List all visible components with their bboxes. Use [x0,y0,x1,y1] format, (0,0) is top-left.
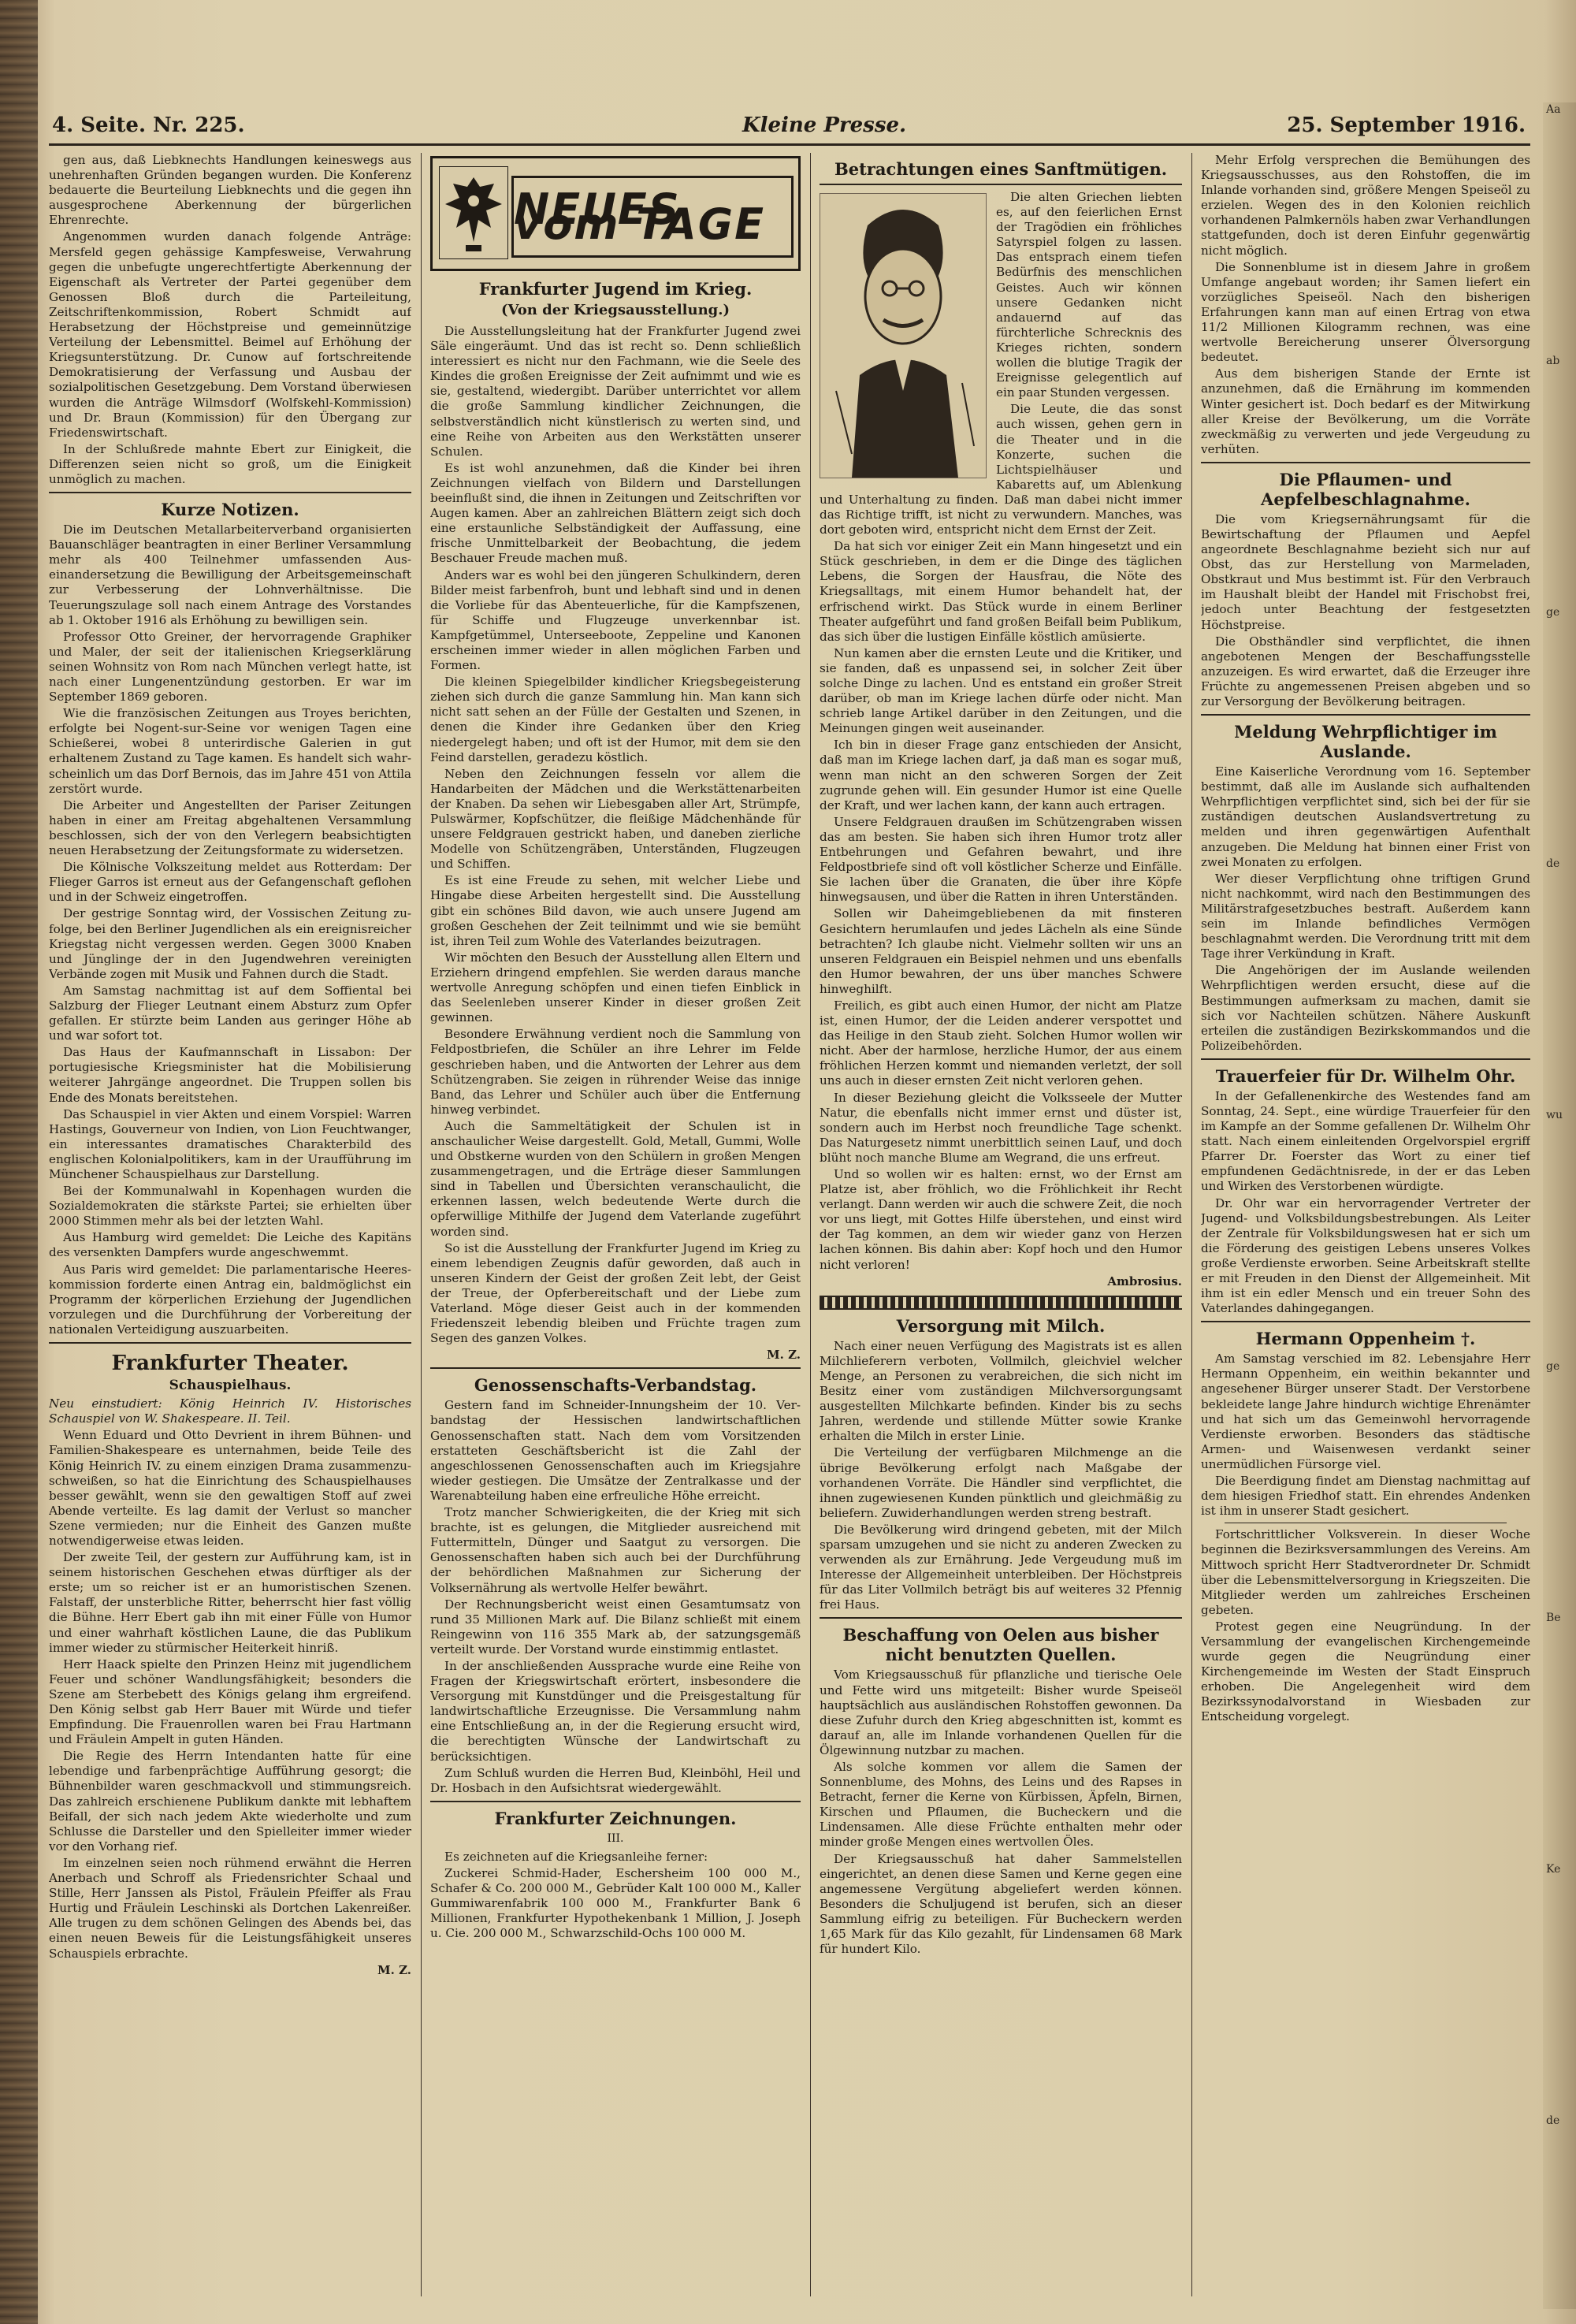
conscripts-abroad-text [1201,764,1530,1054]
next-page-fragment: Aa [1546,103,1561,116]
oils-text [820,1668,1182,1957]
article-paragraph: Die Beerdigung findet am Dienstag nachmittag auf dem hiesigen Friedhof statt. Ein ehrendes Andenken ist ihm in unserer Stadt gesichert. [1201,1474,1530,1519]
subscriptions-number: III. [607,1831,624,1845]
article-paragraph: Die vom Kriegsernährungsamt für die Bewirtschaftung der Pflaumen und Aepfel angeordnete Beschlagnahme bezieht sich nur auf Obst, das zur Herstellung von Marmeladen, Obstkraut und Mus bestimmt ist. Für den Verbrauch im Haushalt bleibt der Handel mit Frischobst frei, jedoch unter Beachtung der festgesetzten Höchstpreise. [1201,511,1530,632]
column-separator [421,153,422,2296]
club-notices-text [1201,1527,1530,1724]
notice-paragraph: Protest gegen eine Neugründung. In der Versammlung der evangelischen Kirchengemeinde wurde gegen die Neugründung einer Kirchengemeinde im Westen der Stadt Einspruch erhoben. Die Angelegenheit wird dem Bezirkssynodalvorstand in Wiesbaden zur Entscheidung vorgelegt. [1201,1619,1530,1724]
article-paragraph: Die Sonnenblume ist in diesem Jahre in großem Umfange angebaut worden; ihr Samen liefert ein vorzügliches Speiseöl. Nach den bisherigen Erfahrungen kann man auf einen Ertrag von etwa 11/2 Millionen Kilogramm rechnen, was eine wertvolle Bereicherung unserer Ölversorgung bedeutet. [1201,259,1530,365]
theater-play-line: Neu einstudiert: König Heinrich IV. Historisches Schauspiel von W. Shakespeare. II. Teil. [49,1396,411,1426]
author-portrait-illustration [820,193,987,478]
news-note-paragraph: Die im Deutschen Metallarbeiterverband organisierten Bauanschläger beantragten in einer Berliner Versammlung mehr als 400 Teilnehmer umfassenden Auseinandersetzung die Bewilligung der Arbeitsgemeinschaft zur Verbesserung der Lohnverhältnisse. Die Teuerungszulage soll nach einem Antrage des Vorstandes ab 1. Oktober 1916 als Erhöhung zu bewilligen sein. [49,522,411,627]
news-note-paragraph: Das Schauspiel in vier Akten und einem Vorspiel: Warren Hastings, Gouverneur von Indien, von Lion Feuchtwanger, ein interessantes dramatisches Charakterbild des englischen Kolonialpolitikers, kam in der Uraufführung im Münchener Schauspielhaus zur Darstellung. [49,1106,411,1181]
conscripts-abroad-heading: Meldung Wehrpflichtiger im Auslande. [1234,722,1497,762]
milk-supply-heading: Versorgung mit Milch. [896,1315,1106,1336]
article-paragraph: Die Verteilung der verfügbaren Milchmenge an die übrige Bevölkerung erfolgt nach Maßgabe der vorhandenen Vorräte. Die Händler sind verpflichtet, die ihnen zugewiesenen Kunden pünktlich und gleichmäßig zu beliefern. Zuwiderhandlungen werden streng bestraft. [820,1445,1182,1520]
divider [1201,1058,1530,1060]
theater-review-text [49,1428,411,1961]
article-paragraph: Angenommen wurden danach folgende Anträge: Mersfeld gegen gehässige Kampfesweise, Verwahrung gegen die unbefugte ungerechtfertigte Aberkennung der Eigenschaft als Vertreter der Partei gegenüber dem Genossen Bloß durch die Parteileitung, Zeitschriftenkommission, Robert Schmidt auf Herabsetzung der Höchstpreise und gemeinnützige Verteilung der Lebensmittel. Beimel auf Erhöhung der Kriegsunterstützung. Dr. Cunow auf fortschreitende Demokratisierung der Verfassung und Ausbau der sozialpolitischen Gesetzgebung. Dem Vorstand überwiesen wurden die Anträge Wilmsdorf (Wolfskehl-Kommission) und Dr. Braun (Kommission) für den Übergang zur Friedenswirtschaft. [49,229,411,440]
party-conference-text [49,153,411,487]
article-paragraph: Vom Kriegsausschuß für pflanzliche und tierische Oele und Fette wird uns mitgeteilt: Bisher wurde Speiseöl hauptsächlich aus ausländischen Rohstoffen gewonnen. Da diese Zufuhr durch den Krieg abgeschnitten ist, kommt es darauf an, alle im Inlande vorhandenen Quellen für die Ölgewinnung nutzbar zu machen. [820,1668,1182,1757]
divider [1201,714,1530,716]
subscriptions-heading: Frankfurter Zeichnungen. [494,1808,737,1828]
article-paragraph: Freilich, es gibt auch einen Humor, der nicht am Platze ist, einen Humor, der die Leiden anderer verspottet und das Heilige in den Staub zieht. Solchen Humor wollen wir nicht. Aber der harmlose, herzliche Humor, der aus einem fröhlichen Herzen kommt und niemanden verletzt, der soll uns auch in dieser ernsten Zeit nicht verloren gehen. [820,998,1182,1088]
article-paragraph: Die Obsthändler sind verpflichtet, die ihnen angebotenen Mengen der Beschaffungsstelle anzuzeigen. Es wird erwartet, daß die Erzeuger ihre Früchte zu angemessenen Preisen abgeben und so zur Versorgung der Bevölkerung beitragen. [1201,634,1530,708]
article-paragraph: Anders war es wohl bei den jüngeren Schulkindern, deren Bilder meist farbenfroh, bunt und lebhaft sind und in denen die Vorliebe für das Abenteuerliche, für die Kampfszenen, für Schiffe und Flugzeuge unverkennbar ist. Kampfgetümmel, Unterseeboote, Zeppeline und Kanonen erscheinen immer wieder in allen möglichen Farben und Formen. [430,567,801,673]
eagle-emblem-icon [439,166,508,259]
review-paragraph: Im einzelnen seien noch rühmend erwähnt die Herren Anerbach und Schroff als Friedensrichter Schaal und Stille, Herr Janssen als Pistol, Fräulein Pfeiffer als Frau Hurtig und Fräulein Leschinski als Dortchen Lakenreißer. Alle trugen zu dem schönen Gelingen des Abends bei, das einen neuen Beweis für die Leistungsfähigkeit unseres Schauspiels erbrachte. [49,1855,411,1961]
column-separator [810,153,811,2296]
page-header [49,109,1530,143]
header-date: 25. September 1916. [1287,113,1526,137]
article-paragraph: Es ist eine Freude zu sehen, mit welcher Liebe und Hingabe diese Arbeiten hergestellt sind. Die Ausstellung gibt ein schönes Bild davon, wie auch unsere Jugend am großen Geschehen der Zeit teilnimmt und wie sie bemüht ist, ihren Teil zum Wohle des Vaterlandes beizutragen. [430,873,801,948]
article-paragraph: Die Ausstellungsleitung hat der Frankfurter Jugend zwei Säle eingeräumt. Und das ist recht so. Denn schließlich interessiert es nicht nur den Fachmann, wie die Seele des Kindes die großen Ereignisse der Zeit aufnimmt und wie es sie, gestaltend, wiedergibt. Darüber unterrichtet vor allem die große Sammlung kindlicher Zeichnungen, die selbstverständlich nicht künstlerisch zu werten sind, und eine Reihe von Arbeiten aus den Werkstätten unserer Schulen. [430,324,801,459]
next-page-fragment: ab [1546,355,1560,367]
article-paragraph: Der Kriegsausschuß hat daher Sammelstellen eingerichtet, an denen diese Samen und Kerne gegen eine angemessene Vergütung abgeliefert werden können. Besonders die Schuljugend ist berufen, sich an dieser Sammlung eifrig zu beteiligen. Für Bucheckern werden 1,65 Mark für das Kilo gezahlt, für Lindensamen 68 Mark für hundert Kilo. [820,1851,1182,1957]
divider [430,1367,801,1369]
masthead-title: NEUES vom TAGE [511,176,794,258]
short-notes-text [49,522,411,1337]
column-separator [1191,153,1192,2296]
divider [49,492,411,493]
cooperative-text [430,1398,801,1795]
article-paragraph: Der Rechnungsbericht weist einen Gesamtumsatz von rund 35 Millionen Mark auf. Die Bilanz schließt mit einem Reingewinn von 116 355 Mark ab, der satzungsgemäß verteilt wurde. Der Vorstand wurde einstimmig entlastet. [430,1597,801,1657]
article-paragraph: Die Angehörigen der im Auslande weilenden Wehrpflichtigen werden ersucht, diese auf die Bestimmungen aufmerksam zu machen, damit sie sich vor Nachteilen schützen. Nähere Auskunft erteilen die zuständigen Bezirkskommandos und die Polizeibehörden. [1201,963,1530,1053]
article-paragraph: Sollen wir Daheimgebliebenen da mit finsteren Gesichtern herumlaufen und jedes Lächeln als eine Sünde betrachten? Ich glaube nicht. Vielmehr sollten wir uns an unseren Feldgrauen ein Beispiel nehmen und uns ebenfalls den Humor bewahren, der uns über manches Schwere hinweghilft. [820,906,1182,996]
article-paragraph: Auch die Sammeltätigkeit der Schulen ist in anschaulicher Weise dargestellt. Gold, Metall, Gummi, Wolle und Obstkerne wurden von den Schülern in großen Mengen zusammengetragen, und die Erträge dieser Sammlungen sind in Tabellen und Übersichten veranschaulicht, die erkennen lassen, welch bedeutende Werte durch die opferwillige Mithilfe der Jugend dem Vaterlande zugeführt worden sind. [430,1118,801,1239]
article-paragraph: Die alten Griechen liebten es, auf den feierlichen Ernst der Tragödien ein fröhliches Satyrspiel folgen zu lassen. Das entsprach einem tiefen Bedürfnis des menschlichen Geistes. Auch wir können unsere Gedanken nicht andauernd auf das fürchterliche Schrecknis des Krieges richten, sondern wollen die blutige Tragik der Ereignisse gelegentlich auf ein paar Stunden vergessen. [996,190,1182,400]
column-3 [820,153,1182,2304]
column-4 [1201,153,1530,2304]
obituary-text [1201,1352,1530,1519]
header-page-number: 4. Seite. Nr. 225. [52,113,245,137]
column-2 [430,153,801,2304]
news-note-paragraph: Der gestrige Sonntag wird, der Vossischen Zeitung zufolge, bei den Berliner Jugendlichen als ein ereignisreicher Kriegstag nicht vergessen werden. Gegen 3000 Knaben und Jünglinge der in den Jugendwehren vereinigten Verbände zogen mit Musik und Fahnen durch die Stadt. [49,906,411,981]
article-paragraph: Da hat sich vor einiger Zeit ein Mann hingesetzt und ein Stück geschrieben, in dem er die Dinge des täglichen Lebens, die Sorgen der Hausfrau, die Nöte des Kriegsalltags, mit einem Humor behandelt hat, der erfrischend wirkt. Das Stück wurde in einem Berliner Theater aufgeführt und fand großen Beifall beim Publikum, das sich über die lustigen Einfälle köstlich amüsierte. [820,539,1182,644]
newspaper-page [49,109,1530,2307]
next-page-edge [1543,102,1576,2309]
news-note-paragraph: Die Arbeiter und Angestellten der Pariser Zeitungen haben in einer am Freitag abgehaltenen Versammlung beschlossen, sich der von den Verlegern beabsichtigten neuen Herabsetzung der Zeitungsformate zu widersetzen. [49,798,411,858]
article-paragraph: Die Bevölkerung wird dringend gebeten, mit der Milch sparsam umzugehen und sie nicht zu anderen Zwecken zu verwenden als zur Ernährung. Jede Vergeudung muß im Interesse der Allgemeinheit unterbleiben. Der Höchstpreis für das Liter Vollmilch beträgt bis auf weiteres 32 Pfennig frei Haus. [820,1522,1182,1612]
oil-continuation-text [1201,153,1530,457]
obituary-heading: Hermann Oppenheim †. [1255,1329,1476,1349]
article-paragraph: In der Gefallenenkirche des Westendes fand am Sonntag, 24. Sept., eine würdige Trauerfeier für den im Kampfe an der Somme gefallenen Dr. Wilhelm Ohr statt. Nach einem einleitenden Orgelvorspiel ergriff Pfarrer Dr. Foerster das Wort zu einer tief empfundenen Gedächtnisrede, in der er das Leben und Wirken des Verstorbenen würdigte. [1201,1088,1530,1194]
article-paragraph: Am Samstag verschied im 82. Lebensjahre Herr Hermann Oppenheim, ein weithin bekannter und angesehener Bürger unserer Stadt. Der Verstorbene bekleidete lange Jahre hindurch wichtige Ehrenämter und hat sich um das Gemeinwohl hervorragende Verdienste erworben. Besonders das städtische Armen- und Waisenwesen verdankt seiner unermüdlichen Fürsorge viel. [1201,1352,1530,1471]
divider [430,1801,801,1802]
article-paragraph: Wir möchten den Besuch der Ausstellung allen Eltern und Erziehern dringend empfehlen. Sie werden daraus manche wertvolle Anregung schöpfen und einen tiefen Einblick in das Seelenleben unserer Kinder in dieser großen Zeit gewinnen. [430,950,801,1025]
next-page-fragment: de [1546,2114,1560,2127]
header-rule [49,143,1530,146]
theater-subheading: Schauspielhaus. [169,1378,292,1394]
article-paragraph: Dr. Ohr war ein hervorragender Vertreter der Jugend- und Volksbildungsbestrebungen. Als Leiter der Zentrale für Volksbildungswesen hat er sich um die Förderung des geistigen Lebens unseres Volkes große Verdienste erworben. Seine Arbeitskraft stellte er mit Freuden in den Dienst der Allgemeinheit. Mit ihm ist ein edler Mensch und ein treuer Sohn des Vaterlandes dahingegangen. [1201,1195,1530,1316]
article-paragraph: gen aus, daß Liebknechts Handlungen keineswegs aus unehrenhaften Gründen begangen wurden. Die Konferenz bedauerte die Beurteilung Liebknechts und die gegen ihn ausgesprochene Aberkennung der bürgerlichen Ehrenrechte. [49,153,411,228]
divider [49,1342,411,1344]
news-note-paragraph: Professor Otto Greiner, der hervorragende Graphiker und Maler, der seit der italienischen Kriegserklärung seinen Wohnsitz von Rom nach München verlegt hatte, ist nach einer Lungenentzündung gestorben. Er war im September 1869 geboren. [49,629,411,705]
article-paragraph: Nun kamen aber die ernsten Leute und die Kritiker, und sie fanden, daß es unpassend sei, in solcher Zeit über solche Dinge zu lachen. Und es entstand ein großer Streit darüber, ob man im Kriege lachen dürfe oder nicht. Man schrieb lange Artikel darüber in den Zeitungen, und die Meinungen gingen weit auseinander. [820,645,1182,736]
neues-vom-tage-masthead [430,156,801,271]
article-paragraph: In der anschließenden Aussprache wurde eine Reihe von Fragen der Kriegswirtschaft erörtert, insbesondere die Versorgung mit Kunstdünger und die Preisgestaltung für landwirtschaftliche Erzeugnisse. Die Versammlung nahm eine Entschließung an, in der die Regierung ersucht wird, die berechtigten Wünsche der Landwirtschaft zu berücksichtigen. [430,1658,801,1764]
news-note-paragraph: Die Kölnische Volkszeitung meldet aus Rotterdam: Der Flieger Garros ist erneut aus der Gefangenschaft geflohen und in der Schweiz eingetroffen. [49,860,411,905]
milk-supply-text [820,1339,1182,1613]
article-paragraph: Wer dieser Verpflichtung ohne triftigen Grund nicht nachkommt, wird nach den Bestimmungen des Militärstrafgesetzbuches bestraft. Außerdem kann sein im Inlande befindliches Vermögen beschlagnahmt werden. Die Verordnung tritt mit dem Tage ihrer Verkündung in Kraft. [1201,871,1530,961]
meditations-heading: Betrachtungen eines Sanftmütigen. [834,159,1168,179]
news-note-paragraph: Am Samstag nachmittag ist auf dem Soffiental bei Salzburg der Flieger Leutnant einem Absturz zum Opfer gefallen. Er stürzte beim Landen aus geringer Höhe ab und war sofort tot. [49,983,411,1043]
header-newspaper-name: Kleine Presse. [742,113,907,137]
notice-paragraph: Fortschrittlicher Volksverein. In dieser Woche beginnen die Bezirksversammlungen des Vereins. Am Mittwoch spricht Herr Stadtverordneter Dr. Schmidt über die Lebensmittelversorgung in Kriegszeiten. Die Mitglieder werden um zahlreiches Erscheinen gebeten. [1201,1527,1530,1617]
article-paragraph: Neben den Zeichnungen fesseln vor allem die Handarbeiten der Mädchen und die Werkstättenarbeiten der Knaben. Da sehen wir Liebesgaben aller Art, Strümpfe, Pulswärmer, Kopfschützer, die fleißige Mädchenhände für unsere Feldgrauen gestrickt haben, und daneben zierliche Modelle von Schützengräben, Unterständen, Flugzeugen und Schiffen. [430,766,801,872]
next-page-fragment: Be [1546,1612,1561,1624]
article-paragraph: Ich bin in dieser Frage ganz entschieden der Ansicht, daß man im Kriege lachen darf, ja daß man es sogar muß, wenn man nicht an den schweren Sorgen der Zeit zugrunde gehen will. Ein gesunder Humor ist eine Quelle der Kraft, und wer lachen kann, der kann auch ertragen. [820,738,1182,812]
divider [1201,1321,1530,1322]
news-note-paragraph: Wie die französischen Zeitungen aus Troyes berichten, erfolgte bei Nogent-sur-Seine vor wenigen Tagen eine Schießerei, wobei 8 unterirdische Galerien in gut erhaltenem Zustand zu Tage kamen. Es handelt sich wahrscheinlich um das Dorf Bernois, das im Jahre 451 von Attila zerstört wurde. [49,706,411,796]
theater-heading: Frankfurter Theater. [111,1352,349,1376]
article-paragraph: Aus dem bisherigen Stande der Ernte ist anzunehmen, daß die Ernährung im kommenden Winter gesichert ist. Doch bedarf es der Mitwirkung aller Kreise der Bevölkerung, um die Vorräte zweckmäßig zu verwerten und jede Vergeudung zu verhüten. [1201,366,1530,456]
divider [820,1617,1182,1619]
book-binding [0,0,38,2324]
ornamental-divider [820,1296,1182,1310]
next-page-fragment: ge [1546,1360,1560,1373]
news-note-paragraph: Bei der Kommunalwahl in Kopenhagen wurden die Sozialdemokraten die stärkste Partei; sie erhielten über 2000 Stimmen mehr als bei der letzten Wahl. [49,1184,411,1229]
article-paragraph: Mehr Erfolg versprechen die Bemühungen des Kriegsausschusses, aus den Rohstoffen, die im Inlande vorhanden sind, größere Mengen Speiseöl zu erzielen. Wegen des in den Kolonien reichlich vorhandenen Palmkernöls haben zwar Verhandlungen stattgefunden, doch ist deren Einfuhr gegenwärtig nicht möglich. [1201,153,1530,258]
youth-war-subheading: (Von der Kriegsausstellung.) [500,302,730,318]
review-paragraph: Die Regie des Herrn Intendanten hatte für eine lebendige und farbenprächtige Aufführung gesorgt; die Bühnenbilder waren geschmackvoll und stimmungsreich. Das zahlreich erschienene Publikum dankte mit lebhaftem Beifall, der sich nach jedem Akte wiederholte und zum Schlusse die Darsteller und den Spielleiter immer wieder vor den Vorhang rief. [49,1749,411,1854]
review-paragraph: Herr Haack spielte den Prinzen Heinz mit jugendlichem Feuer und schöner Wandlungsfähigkeit; besonders die Szene am Sterbebett des Königs gelang ihm ergreifend. Den König selbst gab Herr Bauer mit Würde und tiefer Empfindung. Die Frauenrollen waren bei Frau Hartmann und Fräulein Ampelt in guten Händen. [49,1657,411,1747]
article-paragraph: In dieser Beziehung gleicht die Volksseele der Mutter Natur, die ebenfalls nicht immer ernst und düster ist, sondern auch im Herbst noch freundliche Tage schenkt. Das Naturgesetz nimmt unerbittlich seinen Lauf, und doch blüht noch manche Blume am Wegrand, die uns erfreut. [820,1090,1182,1165]
meditations-signature: Ambrosius. [1107,1274,1182,1288]
article-paragraph: Die kleinen Spiegelbilder kindlicher Kriegsbegeisterung ziehen sich durch die ganze Sammlung hin. Man kann sich nicht satt sehen an der Fülle der Gestalten und Szenen, in denen die Kinder ihre Gedanken über den Krieg niedergelegt haben; und oft ist der Humor, mit dem sie den Feind darstellen, geradezu köstlich. [430,675,801,764]
article-paragraph: Zum Schluß wurden die Herren Bud, Kleinböhl, Heil und Dr. Hosbach in den Aufsichtsrat wiedergewählt. [430,1765,801,1795]
article-paragraph: Und so wollen wir es halten: ernst, wo der Ernst am Platze ist, aber fröhlich, wo die Fröhlichkeit ihr Recht verlangt. Dann werden wir auch die schwere Zeit, die noch vor uns liegt, mit Gottes Hilfe überstehen, und einst wird der Tag kommen, an dem wir wieder ganz von Herzen lachen können. Bis dahin aber: Kopf hoch und den Humor nicht verloren! [820,1167,1182,1272]
theater-signature: M. Z. [377,1962,411,1977]
subscriptions-intro: Es zeichneten auf die Kriegsanleihe ferner: [444,1849,708,1864]
article-paragraph: Unsere Feldgrauen draußen im Schützengraben wissen das am besten. Sie haben sich ihren Humor trotz aller Entbehrungen und Gefahren bewahrt, und ihre Feldpostbriefe sind oft voll köstlicher Scherze und Einfälle. Sie lachen über die Granaten, die über ihre Köpfe hinwegsausen, und über die Ratten in ihren Unterständen. [820,814,1182,905]
divider [1201,462,1530,463]
cooperative-heading: Genossenschafts-Verbandstag. [474,1375,757,1396]
youth-war-heading: Frankfurter Jugend im Krieg. [478,279,753,299]
news-note-paragraph: Aus Hamburg wird gemeldet: Die Leiche des Kapitäns des versenkten Dampfers wurde angeschwemmt. [49,1230,411,1260]
divider [820,184,1182,185]
column-1 [49,153,411,2304]
memorial-text [1201,1089,1530,1316]
memorial-heading: Trauerfeier für Dr. Wilhelm Ohr. [1215,1065,1516,1086]
article-paragraph: Trotz mancher Schwierigkeiten, die der Krieg mit sich brachte, ist es gelungen, die Mitglieder ausreichend mit Futtermitteln, Dünger und Saatgut zu versorgen. Die Genossenschaften haben sich auch bei der Durchführung der behördlichen Maßnahmen zur Sicherung der Volksernährung als wertvolle Helfer bewährt. [430,1505,801,1595]
oils-heading: Beschaffung von Oelen aus bisher nicht benutzten Quellen. [842,1625,1159,1665]
news-note-paragraph: Aus Paris wird gemeldet: Die parlamentarische Heereskommission forderte einen Antrag ein, baldmöglichst ein Programm der körperlichen Erziehung der Jugendlichen vorzulegen und die Durchführung der Vorbereitung der nationalen Verteidigung auszuarbeiten. [49,1262,411,1337]
plums-apples-heading: Die Pflaumen- und Aepfelbeschlagnahme. [1261,469,1470,509]
news-note-paragraph: Das Haus der Kaufmannschaft in Lissabon: Der portugiesische Kriegsminister hat die Mobilisierung weiterer Jahrgänge angeordnet. Die Truppen sollen bis Ende des Monats bereitstehen. [49,1045,411,1105]
next-page-fragment: de [1546,857,1560,870]
article-paragraph: So ist die Ausstellung der Frankfurter Jugend im Krieg zu einem lebendigen Zeugnis dafür geworden, daß auch in unseren Kindern der Geist der großen Zeit lebt, der Geist der Treue, der Opferbereitschaft und der Liebe zum Vaterland. Möge dieser Geist auch in der kommenden Friedenszeit lebendig bleiben und Früchte tragen zum Segen des ganzen Volkes. [430,1240,801,1346]
article-paragraph: Als solche kommen vor allem die Samen der Sonnenblume, des Mohns, des Leins und des Rapses in Betracht, ferner die Kerne von Kürbissen, Äpfeln, Birnen, Kirschen und Pflaumen, die Bucheckern und die Lindensamen. Alle diese Früchte enthalten mehr oder minder große Mengen eines wertvollen Öles. [820,1760,1182,1850]
youth-war-signature: M. Z. [767,1348,801,1363]
article-paragraph: Nach einer neuen Verfügung des Magistrats ist es allen Milchlieferern verboten, Vollmilch, gleichviel welcher Menge, an Personen zu verabreichen, die sich nicht im Besitz einer vom zuständigen Milchversorgungsamt ausgestellten Milchkarte befinden. Kinder bis zu sechs Jahren, werdende und stillende Mütter sowie Kranke erhalten die Milch in erster Linie. [820,1338,1182,1444]
next-page-fragment: wu [1546,1109,1563,1121]
youth-war-text [430,324,801,1346]
subscriptions-list: Zuckerei Schmid-Hader, Eschersheim 100 000 M., Schafer & Co. 200 000 M., Gebrüder Kalt 100 000 M., Kaller Gummiwarenfabrik 100 000 M., Frankfurter Bank 6 Millionen, Frankfurter Hypothekenbank 1 Million, J. Joseph u. Cie. 200 000 M., Schwarzschild-Ochs 100 000 M. [430,1866,801,1941]
next-page-fragment: Ke [1546,1863,1561,1876]
plums-apples-text [1201,512,1530,709]
review-paragraph: Wenn Eduard und Otto Devrient in ihrem Bühnen- und Familien-Shakespeare es unternahmen, beide Teile des König Heinrich IV. zu einem einzigen Drama zusammenzuschweißen, so hat die Einrichtung des Schauspielhauses besser gewählt, wenn sie den gewaltigen Stoff auf zwei Abende verteilte. Es lag damit der Verlust so mancher Szene vermieden; nur die Einheit des Ganzen mußte notwendigerweise etwas leiden. [49,1428,411,1548]
review-paragraph: Der zweite Teil, der gestern zur Aufführung kam, ist in seinem historischen Geschehen etwas dürftiger als der erste; um so reicher ist er an humoristischen Szenen. Falstaff, der unsterbliche Ritter, beherrscht hier fast völlig die Bühne. Herr Ebert gab ihn mit einer Fülle von Humor und einer wahrhaft köstlichen Laune, die das Publikum immer wieder zu stürmischer Heiterkeit hinriß. [49,1550,411,1655]
article-paragraph: Besondere Erwähnung verdient noch die Sammlung von Feldpostbriefen, die Schüler an ihre Lehrer im Felde geschrieben haben, und die Antworten der Lehrer aus dem Schützengraben. Sie zeigen in rührender Weise das innige Band, das Lehrer und Schüler auch über die Entfernung hinweg verbindet. [430,1027,801,1117]
article-paragraph: Eine Kaiserliche Verordnung vom 16. September bestimmt, daß alle im Auslande sich aufhaltenden Wehrpflichtigen verpflichtet sind, sich bei der für sie zuständigen deutschen Auslandsvertretung zu melden und ihren gegenwärtigen Aufenthalt anzugeben. Die Meldung hat binnen einer Frist von zwei Monaten zu erfolgen. [1201,764,1530,869]
article-paragraph: Die Leute, die das sonst auch wissen, gehen gern in die Theater und in die Konzerte, suchen die Lichtspielhäuser und Kabaretts auf, um Ablenkung und Unterhaltung zu finden. Daß man dabei nicht immer das Richtige trifft, ist nicht zu verwundern. Manches, was dort geboten wird, entspricht nicht dem Ernst der Zeit. [820,402,1182,537]
article-paragraph: Gestern fand im Schneider-Innungsheim der 10. Verbandstag der Hessischen landwirtschaftlichen Genossenschaften statt. Nach dem vom Vorsitzenden erstatteten Geschäftsbericht ist die Zahl der angeschlossenen Genossenschaften auch im Kriegsjahre wieder gestiegen. Die Umsätze der Zentralkasse und der Warenabteilung haben eine erfreuliche Höhe erreicht. [430,1398,801,1503]
next-page-fragment: ge [1546,606,1560,619]
article-paragraph: In der Schlußrede mahnte Ebert zur Einigkeit, die Differenzen seien nicht so groß, um die Einigkeit unmöglich zu machen. [49,441,411,486]
article-paragraph: Es ist wohl anzunehmen, daß die Kinder bei ihren Zeichnungen vielfach von Bildern und Darstellungen beeinflußt sind, die ihnen in Zeitungen und Zeitschriften vor Augen kamen. Aber an zahlreichen Blättern zeigt sich doch eine erstaunliche Selbständigkeit der Auffassung, eine frische Unmittelbarkeit der Beobachtung, die jedem Beschauer Freude machen muß. [430,460,801,566]
short-notes-heading: Kurze Notizen. [161,500,299,520]
